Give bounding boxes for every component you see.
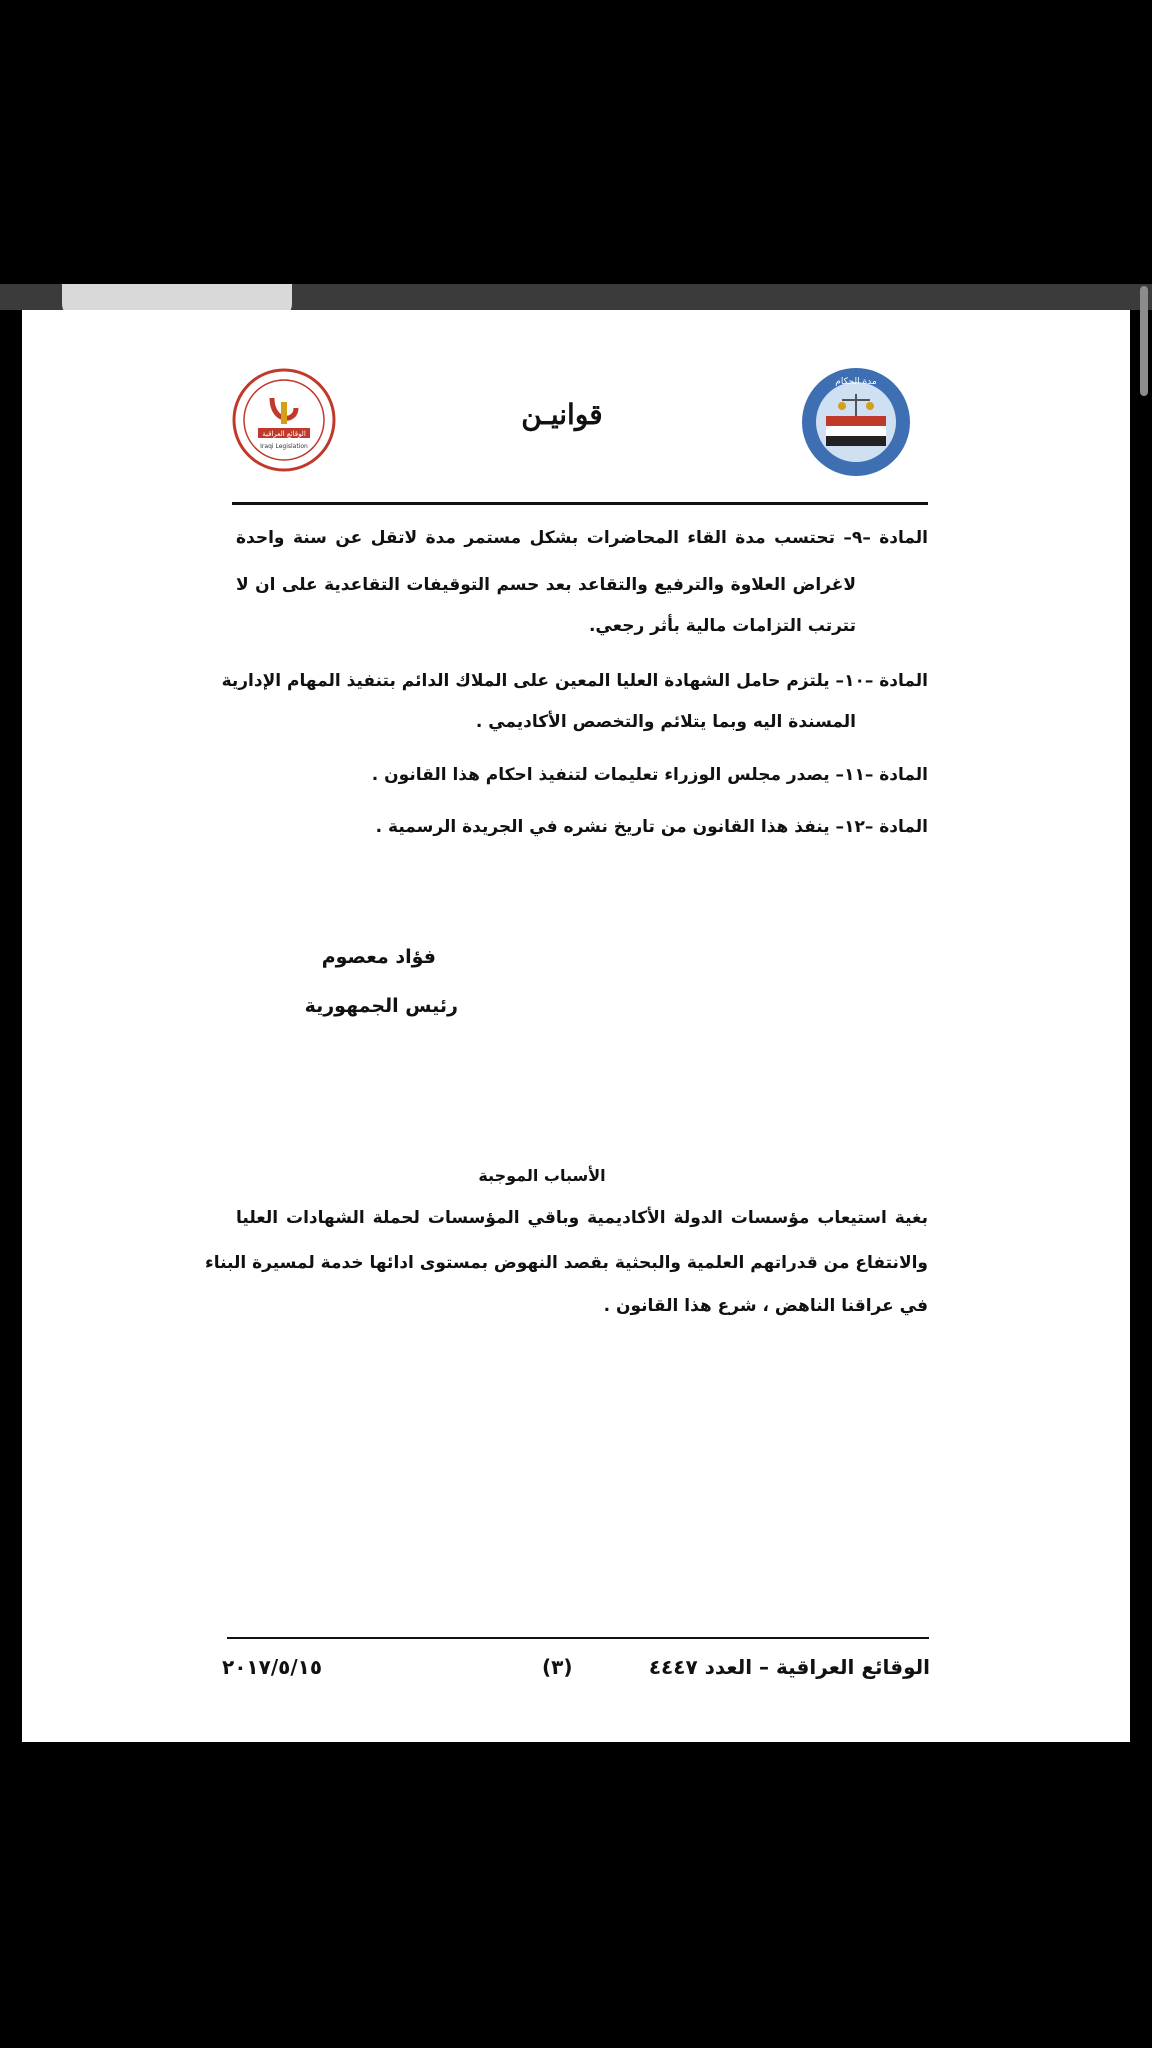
signature-title: رئيس الجمهورية (304, 995, 458, 1017)
logo-text-english: Iraqi Legislation (260, 443, 308, 450)
reasons-line-3: في عراقنا الناهض ، شرع هذا القانون . (603, 1296, 928, 1316)
article-9-line-2: لاغراض العلاوة والترفيع والتقاعد بعد حسم التوقيفات التقاعدية على ان لا (236, 575, 856, 595)
footer-gazette: الوقائع العراقية – العدد ٤٤٤٧ (648, 1655, 930, 1679)
header-rule (232, 502, 928, 505)
article-9-line-1: المادة –٩– تحتسب مدة القاء المحاضرات بشكل مستمر مدة لاتقل عن سنة واحدة (236, 528, 928, 548)
document-page (22, 310, 1130, 1742)
iraqi-legislation-logo (232, 368, 336, 472)
reasons-line-2: والانتفاع من قدراتهم العلمية والبحثية بقصد النهوض بمستوى ادائها خدمة لمسيرة البناء (205, 1253, 928, 1273)
court-seal-logo-text: مدة الحكام (835, 377, 877, 387)
signature-name: فؤاد معصوم (321, 946, 436, 968)
article-10-line-2: المسندة اليه وبما يتلائم والتخصص الأكاديمي . (475, 712, 856, 732)
court-seal-logo (800, 366, 912, 478)
article-9-line-3: تترتب التزامات مالية بأثر رجعي. (588, 616, 856, 636)
article-11-line-1: المادة –١١– يصدر مجلس الوزراء تعليمات لتنفيذ احكام هذا القانون . (371, 765, 928, 785)
reasons-heading: الأسباب الموجبة (478, 1166, 606, 1185)
footer-date: ٢٠١٧/٥/١٥ (222, 1655, 323, 1679)
reasons-line-1: بغية استيعاب مؤسسات الدولة الأكاديمية وباقي المؤسسات لحملة الشهادات العليا (236, 1208, 928, 1228)
logo-text-arabic: الوقائع العراقية (262, 430, 306, 438)
article-12-line-1: المادة –١٢– ينفذ هذا القانون من تاريخ نشره في الجريدة الرسمية . (375, 817, 928, 837)
page-title: قوانيـن (521, 398, 603, 431)
footer-rule (227, 1637, 929, 1639)
footer-page-number: (٣) (542, 1655, 573, 1679)
scrollbar-thumb[interactable] (1140, 286, 1148, 396)
article-10-line-1: المادة –١٠– يلتزم حامل الشهادة العليا المعين على الملاك الدائم بتنفيذ المهام الإدارية (221, 671, 928, 691)
